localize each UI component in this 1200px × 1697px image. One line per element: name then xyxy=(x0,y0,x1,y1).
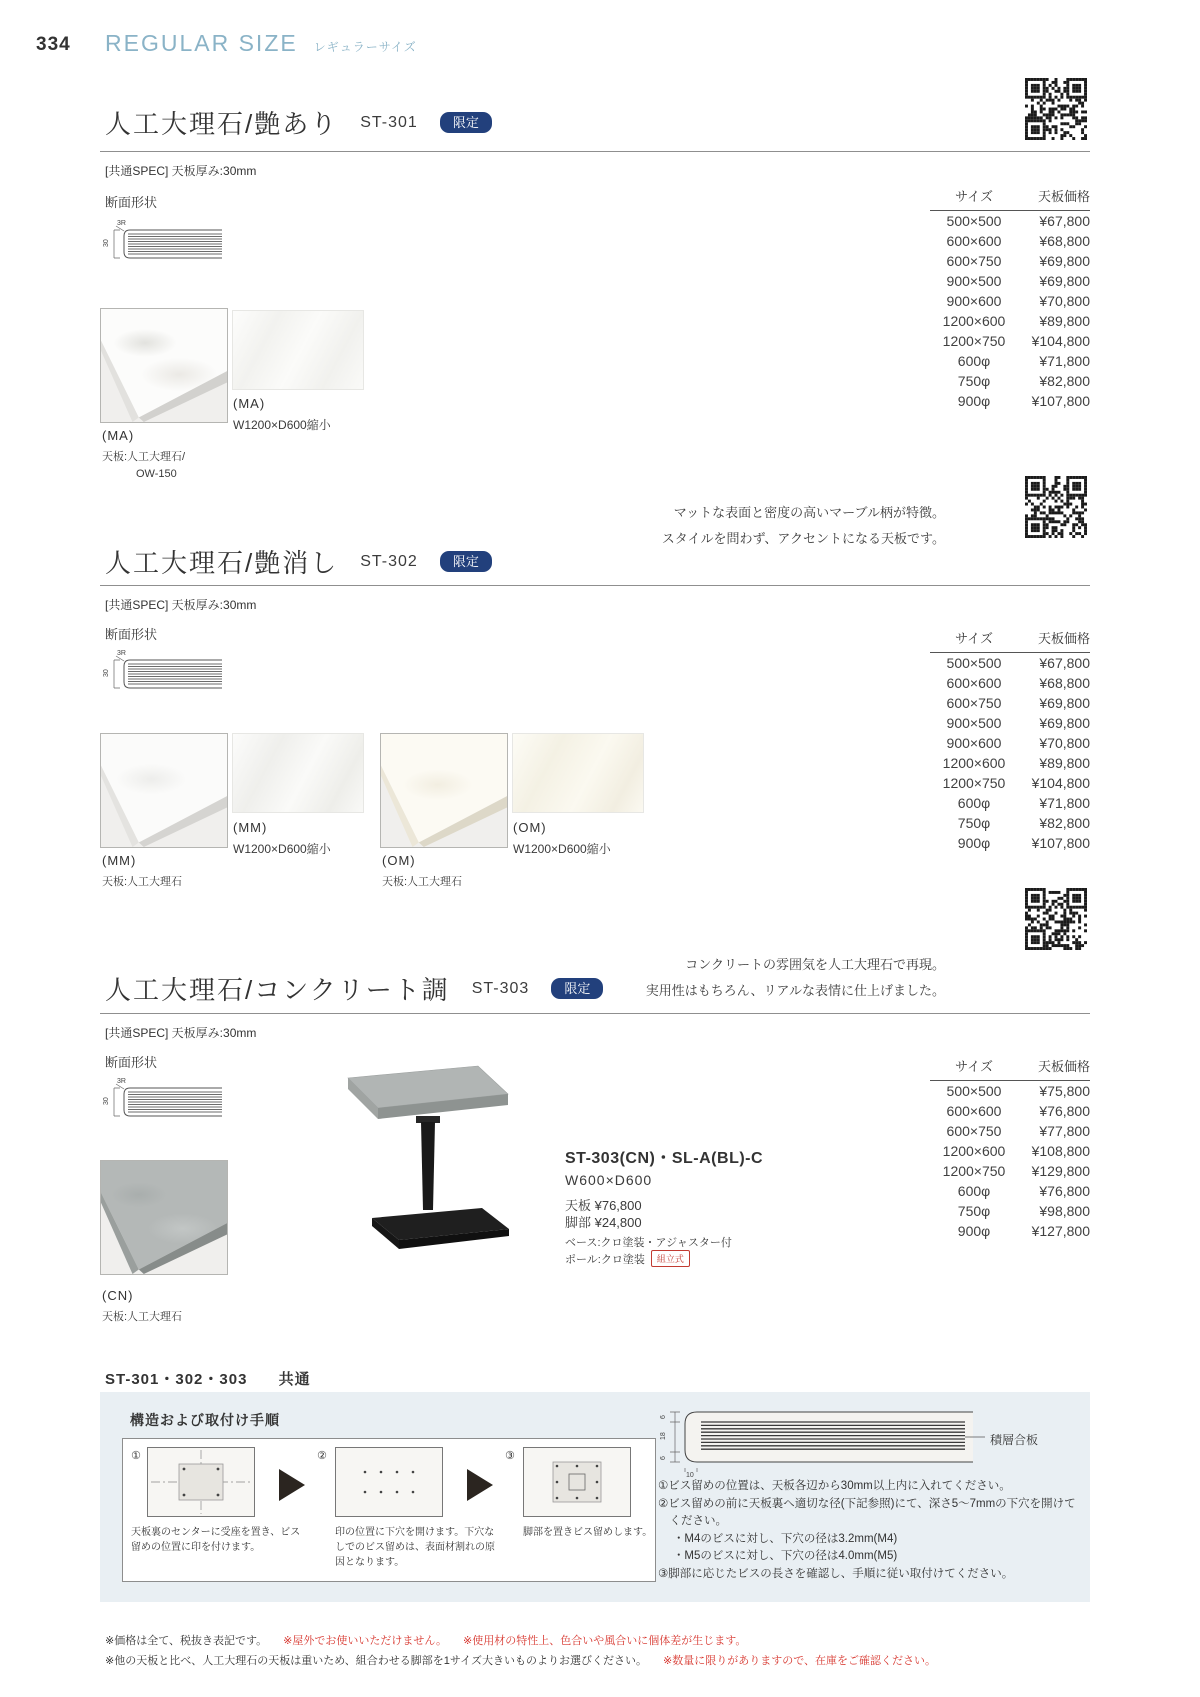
step-1-diagram xyxy=(147,1447,255,1517)
price-row: 1200×600 ¥108,800 xyxy=(942,1143,1090,1159)
step-caption: 脚部を置きビス留めします。 xyxy=(523,1527,653,1538)
common-label: 共通 xyxy=(278,1371,311,1388)
product-photo-ma xyxy=(100,308,228,423)
photo-label: (MA) xyxy=(102,428,135,443)
price-row: 1200×600 ¥89,800 xyxy=(942,313,1090,329)
caption-line: 天板:人工大理石/ xyxy=(102,451,186,463)
material-swatch-om xyxy=(512,733,644,813)
product-photo-cn xyxy=(100,1160,228,1275)
price-row: 1200×600 ¥89,800 xyxy=(942,755,1090,771)
photo-label: (CN) xyxy=(102,1288,134,1303)
install-note: ③脚部に応じたビスの長さを確認し、手順に従い取付けてください。 xyxy=(658,1567,1014,1580)
footnote: ※価格は全て、税抜き表記です。 xyxy=(105,1635,268,1647)
caption-line: OW-150 xyxy=(136,468,177,480)
price-row: 750φ ¥98,800 xyxy=(957,1203,1090,1219)
steps-panel xyxy=(122,1438,656,1582)
footnote: ※他の天板と比べ、人工大理石の天板は重いため、組合わせる脚部を1サイズ大きいものよりお選びください。 xyxy=(105,1655,648,1667)
step-number: ② xyxy=(317,1450,327,1462)
col-size: サイズ xyxy=(955,1059,993,1074)
section-description xyxy=(560,952,945,1004)
price-row: 600φ ¥71,800 xyxy=(957,795,1090,811)
price-row: 500×500 ¥67,800 xyxy=(946,213,1090,229)
footnote-line-1 xyxy=(105,1630,762,1651)
photo-caption: 天板:人工大理石 xyxy=(102,1311,183,1323)
common-title xyxy=(105,1368,311,1389)
section-title: 人工大理石/コンクリート調 xyxy=(105,975,450,1005)
col-price: 天板価格 xyxy=(1037,631,1090,646)
product-photo-om xyxy=(380,733,508,848)
instructions-title: 構造および取付け手順 xyxy=(130,1412,280,1428)
section-title: 人工大理石/艶あり xyxy=(105,109,339,139)
install-notes xyxy=(658,1478,1084,1583)
pole-spec-text: ポール:クロ塗装 xyxy=(565,1254,645,1266)
price-row: 600×600 ¥76,800 xyxy=(946,1103,1090,1119)
install-note: ・M5のビスに対し、下穴の径は4.0mm(M5) xyxy=(672,1550,898,1562)
qr-code-icon xyxy=(1025,476,1087,538)
cross-section-diagram xyxy=(100,1074,225,1124)
install-note: ・M4のビスに対し、下穴の径は3.2mm(M4) xyxy=(672,1532,898,1545)
profile-label: 積層合板 xyxy=(990,1433,1039,1447)
price-row: 600×600 ¥68,800 xyxy=(946,233,1090,249)
cross-section-label: 断面形状 xyxy=(105,1055,158,1070)
step-arrow-icon xyxy=(467,1469,493,1501)
cross-section-diagram xyxy=(100,216,225,266)
photo-caption: 天板:人工大理石 xyxy=(102,876,183,888)
swatch-label: (OM) xyxy=(513,820,547,835)
price-row: 900φ ¥127,800 xyxy=(957,1223,1090,1239)
price-table-rows xyxy=(930,653,1090,853)
footnote: ※屋外でお使いいただけません。 xyxy=(283,1635,448,1647)
product-code: ST-303 xyxy=(471,979,530,997)
product-code: ST-301 xyxy=(360,113,418,131)
price-row: 1200×750 ¥104,800 xyxy=(942,775,1090,791)
install-note: ①ビス留めの位置は、天板各辺から30mm以上内に入れてください。 xyxy=(658,1480,1011,1492)
profile-diagram xyxy=(655,1398,985,1480)
qr-code-icon xyxy=(1025,888,1087,950)
price-row: 1200×750 ¥129,800 xyxy=(942,1163,1090,1179)
price-row: 600×600 ¥68,800 xyxy=(946,675,1090,691)
step-number: ③ xyxy=(505,1450,515,1462)
price-table-header xyxy=(930,186,1090,211)
price-table-st303 xyxy=(930,1056,1090,1241)
limited-badge: 限定 xyxy=(440,112,492,133)
price-table-header xyxy=(930,1056,1090,1081)
price-row: 1200×750 ¥104,800 xyxy=(942,333,1090,349)
price-row: 600φ ¥76,800 xyxy=(957,1183,1090,1199)
assembly-badge: 組立式 xyxy=(651,1250,690,1267)
radius-dim: 3R xyxy=(117,650,126,657)
swatch-label: (MA) xyxy=(233,396,266,411)
price-row: 750φ ¥82,800 xyxy=(957,373,1090,389)
pedestal-table-image xyxy=(320,1058,510,1258)
price-table-st301 xyxy=(930,186,1090,411)
section-st302-header xyxy=(105,543,492,580)
swatch-label: (MM) xyxy=(233,820,268,835)
footnote: ※使用材の特性上、色合いや風合いに個体差が生じます。 xyxy=(463,1635,747,1647)
price-row: 900φ ¥107,800 xyxy=(957,393,1090,409)
product-leg-price: 脚部 ¥24,800 xyxy=(565,1215,642,1230)
spec-note: [共通SPEC] 天板厚み:30mm xyxy=(105,164,257,178)
page-subtitle: レギュラーサイズ xyxy=(313,40,417,54)
price-row: 900×500 ¥69,800 xyxy=(946,273,1090,289)
price-row: 500×500 ¥67,800 xyxy=(946,655,1090,671)
dim-bot: 6 xyxy=(660,1456,667,1460)
page-number: 334 xyxy=(36,34,71,55)
price-row: 600×750 ¥69,800 xyxy=(946,695,1090,711)
swatch-caption: W1200×D600縮小 xyxy=(233,418,331,432)
cross-section-diagram xyxy=(100,646,225,696)
limited-badge: 限定 xyxy=(440,551,492,572)
dim-mid: 18 xyxy=(660,1432,667,1440)
col-price: 天板価格 xyxy=(1037,189,1090,204)
photo-label: (MM) xyxy=(102,853,137,868)
product-info-size: W600×D600 xyxy=(565,1172,653,1188)
swatch-caption: W1200×D600縮小 xyxy=(513,842,611,856)
section-title: 人工大理石/艶消し xyxy=(105,548,339,578)
price-row: 900×600 ¥70,800 xyxy=(946,293,1090,309)
price-row: 900×500 ¥69,800 xyxy=(946,715,1090,731)
section-divider xyxy=(100,1013,1090,1014)
description-line: 実用性はもちろん、リアルな表情に仕上げました。 xyxy=(645,983,945,998)
spec-note: [共通SPEC] 天板厚み:30mm xyxy=(105,598,257,612)
section-divider xyxy=(100,151,1090,152)
spec-note: [共通SPEC] 天板厚み:30mm xyxy=(105,1026,257,1040)
price-row: 600φ ¥71,800 xyxy=(957,353,1090,369)
price-row: 500×500 ¥75,800 xyxy=(946,1083,1090,1099)
section-description xyxy=(560,500,945,552)
product-code: ST-302 xyxy=(360,552,418,570)
page-header xyxy=(105,30,417,57)
description-line: スタイルを問わず、アクセントになる天板です。 xyxy=(661,531,945,546)
dim-top: 6 xyxy=(660,1415,667,1419)
product-base-spec: ベース:クロ塗装・アジャスター付 xyxy=(565,1237,732,1249)
step-arrow-icon xyxy=(279,1469,305,1501)
description-line: マットな表面と密度の高いマーブル柄が特徴。 xyxy=(673,505,945,520)
price-row: 900φ ¥107,800 xyxy=(957,835,1090,851)
section-st303-header xyxy=(105,970,603,1007)
cross-section-label: 断面形状 xyxy=(105,627,158,642)
price-row: 900×600 ¥70,800 xyxy=(946,735,1090,751)
limited-badge: 限定 xyxy=(551,978,603,999)
description-line: コンクリートの雰囲気を人工大理石で再現。 xyxy=(685,957,945,972)
page-title: REGULAR SIZE xyxy=(105,30,298,56)
price-row: 600×750 ¥69,800 xyxy=(946,253,1090,269)
footnote-line-2 xyxy=(105,1650,952,1671)
price-table-st302 xyxy=(930,628,1090,853)
material-swatch-ma xyxy=(232,310,364,390)
radius-dim: 3R xyxy=(117,220,126,227)
qr-code-icon xyxy=(1025,78,1087,140)
price-table-header xyxy=(930,628,1090,653)
common-codes: ST-301・302・303 xyxy=(105,1371,248,1388)
thickness-dim: 30 xyxy=(103,1097,110,1105)
photo-caption: 天板:人工大理石 xyxy=(382,876,463,888)
section-st301-header xyxy=(105,104,492,141)
radius-dim: 3R xyxy=(117,1078,126,1085)
step-number: ① xyxy=(131,1450,141,1462)
step-3-diagram xyxy=(523,1447,631,1517)
col-size: サイズ xyxy=(955,631,993,646)
section-divider xyxy=(100,585,1090,586)
thickness-dim: 30 xyxy=(103,239,110,247)
col-price: 天板価格 xyxy=(1037,1059,1090,1074)
photo-label: (OM) xyxy=(382,853,416,868)
product-info-code: ST-303(CN)・SL-A(BL)-C xyxy=(565,1150,764,1167)
step-2-diagram xyxy=(335,1447,443,1517)
swatch-caption: W1200×D600縮小 xyxy=(233,842,331,856)
step-caption: 天板裏のセンターに受座を置き、ビス留めの位置に印を付けます。 xyxy=(131,1527,301,1553)
dim-width: 10 xyxy=(686,1472,694,1479)
col-size: サイズ xyxy=(955,189,993,204)
price-table-rows xyxy=(930,211,1090,411)
cross-section-label: 断面形状 xyxy=(105,195,158,210)
step-caption: 印の位置に下穴を開けます。下穴なしでのビス留めは、表面材割れの原因となります。 xyxy=(335,1527,495,1568)
product-pole-spec xyxy=(565,1250,690,1267)
price-table-rows xyxy=(930,1081,1090,1241)
product-top-price: 天板 ¥76,800 xyxy=(565,1198,642,1213)
material-swatch-mm xyxy=(232,733,364,813)
photo-caption xyxy=(102,449,185,483)
thickness-dim: 30 xyxy=(103,669,110,677)
product-photo-mm xyxy=(100,733,228,848)
install-note: ②ビス留めの前に天板裏へ適切な径(下記参照)にて、深さ5〜7mmの下穴を開けてください。 xyxy=(658,1497,1076,1527)
footnote: ※数量に限りがありますので、在庫をご確認ください。 xyxy=(663,1655,937,1667)
price-row: 750φ ¥82,800 xyxy=(957,815,1090,831)
price-row: 600×750 ¥77,800 xyxy=(946,1123,1090,1139)
